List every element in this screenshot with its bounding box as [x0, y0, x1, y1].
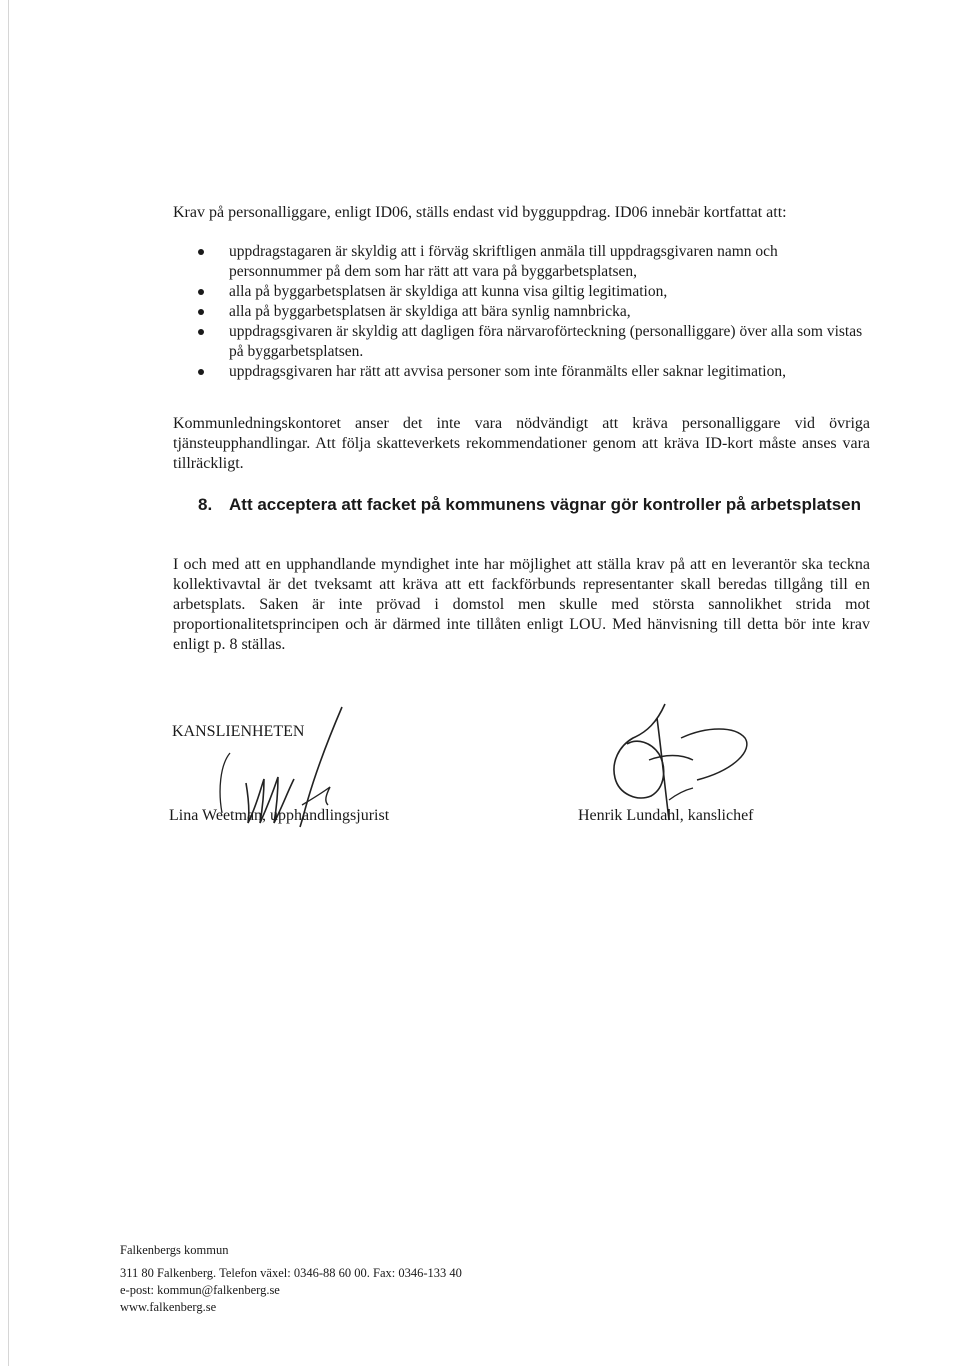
paragraph-personalliggare-conclusion: Kommunledningskontoret anser det inte vara nödvändigt att kräva personalliggare vid övriga tjänsteupphandlingar. Att följa skatteverkets rekommendationer genom att kräva ID-kort måste anses vara tillräckligt.: [173, 415, 870, 472]
list-item-text: alla på byggarbetsplatsen är skyldiga att kunna visa giltig legitimation,: [229, 283, 668, 300]
requirements-list: [198, 242, 873, 382]
footer-organization: Falkenbergs kommun: [120, 1243, 229, 1257]
footer-website: www.falkenberg.se: [120, 1300, 217, 1314]
list-item: [198, 242, 873, 282]
section-heading: [198, 494, 870, 515]
right-signer-name: Henrik Lundahl, kanslichef: [578, 807, 754, 824]
footer: [120, 1242, 620, 1316]
list-item-text: uppdragsgivaren är skyldig att dagligen föra närvaroförteckning (personalliggare) över alla som vistas på byggarbetsplatsen.: [229, 323, 863, 360]
intro-text: Krav på personalliggare, enligt ID06, ställs endast vid bygguppdrag. ID06 innebär kortfattat att:: [173, 204, 787, 221]
footer-address-phone: 311 80 Falkenberg. Telefon växel: 0346-88 60 00. Fax: 0346-133 40: [120, 1266, 462, 1280]
list-item: [198, 322, 873, 362]
left-signer-name: Lina Weetman, upphandlingsjurist: [169, 807, 390, 824]
bullet-icon: [198, 309, 204, 315]
bullet-icon: [198, 249, 204, 255]
department-label: KANSLIENHETEN: [172, 723, 305, 740]
paragraph-facket-conclusion: I och med att en upphandlande myndighet inte har möjlighet att ställa krav på att en leverantör ska teckna kollektivavtal är det tveksamt att kräva att ett fackförbunds representanter skall beredas tillgång till en arbetsplats. Saken är inte prövad i domstol men skulle med största sannolikhet strida mot proportionalitetsprincipen och är därmed inte tillåten enligt LOU. Med hänvisning till detta bör inte krav enligt p. 8 ställas.: [173, 556, 870, 653]
list-item: [198, 282, 873, 302]
section-title: Att acceptera att facket på kommunens vägnar gör kontroller på arbetsplatsen: [229, 495, 862, 514]
bullet-icon: [198, 289, 204, 295]
list-item: [198, 362, 873, 382]
bullet-icon: [198, 369, 204, 375]
scan-edge-line: [8, 0, 9, 1366]
bullet-icon: [198, 329, 204, 335]
list-item: [198, 302, 873, 322]
footer-email: e-post: kommun@falkenberg.se: [120, 1283, 280, 1297]
list-item-text: uppdragstagaren är skyldig att i förväg skriftligen anmäla till uppdragsgivaren namn och personnummer på dem som har rätt att vara på byggarbetsplatsen,: [229, 243, 778, 280]
list-item-text: alla på byggarbetsplatsen är skyldiga att bära synlig namnbricka,: [229, 303, 631, 320]
section-number: 8.: [198, 495, 213, 514]
list-item-text: uppdragsgivaren har rätt att avvisa personer som inte föranmälts eller saknar legitimation,: [229, 363, 786, 380]
